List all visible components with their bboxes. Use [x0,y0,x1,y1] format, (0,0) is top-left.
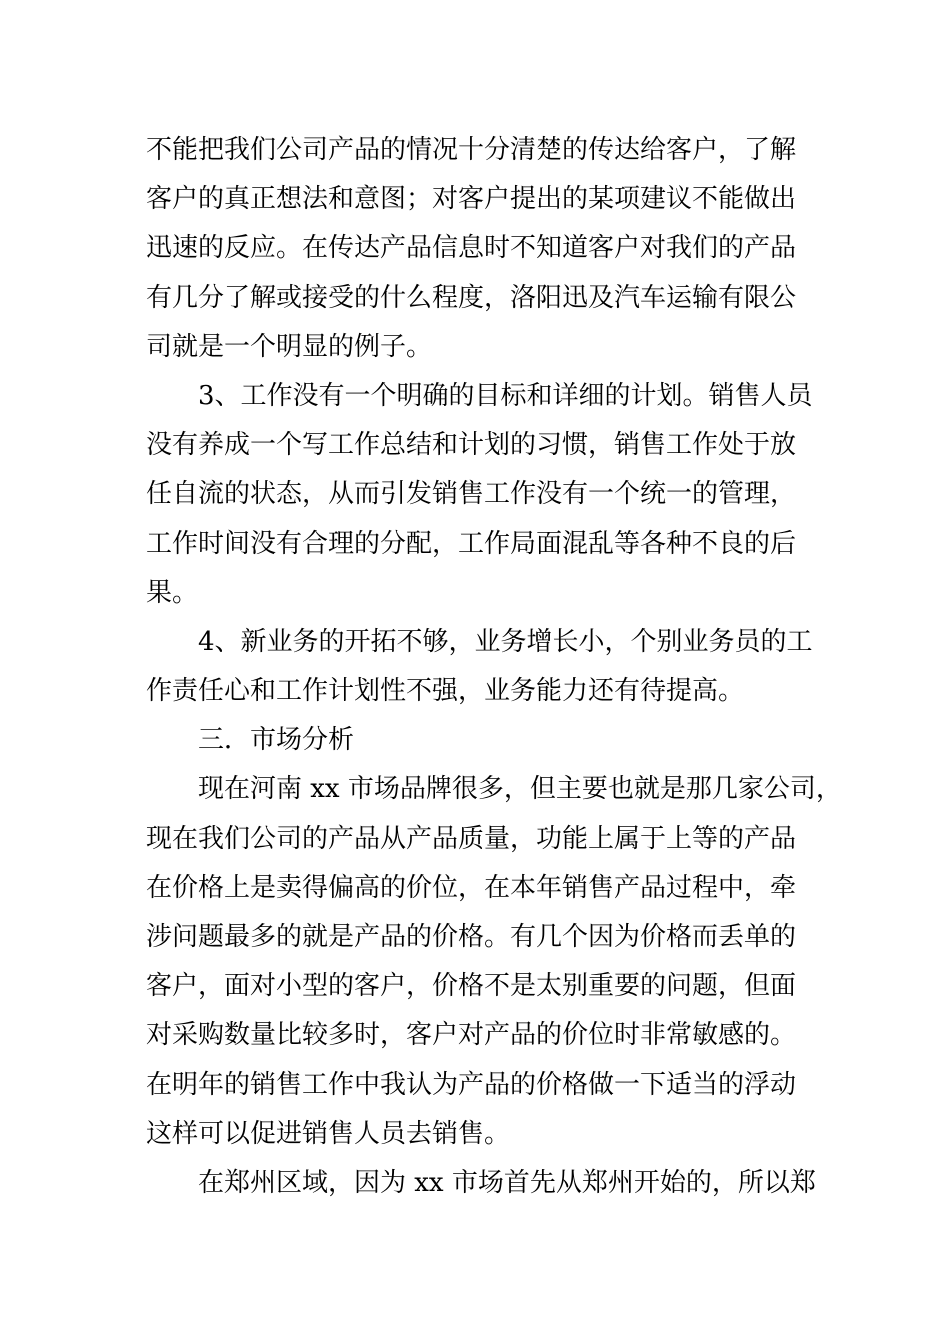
text-line: 果。 [146,577,199,608]
section-heading: 三．市场分析 [198,725,355,756]
text-line: 作责任心和工作计划性不强，业务能力还有待提高。 [146,676,745,707]
text-line: 现在我们公司的产品从产品质量，功能上属于上等的产品 [146,823,797,854]
text-line: 有几分了解或接受的什么程度，洛阳迅及汽车运输有限公 [146,282,797,313]
text-line: 司就是一个明显的例子。 [146,331,433,362]
text-line: 任自流的状态，从而引发销售工作没有一个统一的管理， [146,479,797,510]
text-line: 没有养成一个写工作总结和计划的习惯，销售工作处于放 [146,430,797,461]
text-line: 在郑州区域，因为 xx 市场首先从郑州开始的，所以郑 [198,1167,816,1198]
text-line: 在明年的销售工作中我认为产品的价格做一下适当的浮动 [146,1069,797,1100]
text-line: 这样可以促进销售人员去销售。 [146,1118,511,1149]
text-line: 涉问题最多的就是产品的价格。有几个因为价格而丢单的 [146,922,797,952]
text-line: 4、新业务的开拓不够，业务增长小，个别业务员的工 [198,626,813,657]
text-line: 工作时间没有合理的分配，工作局面混乱等各种不良的后 [146,528,797,559]
text-line: 迅速的反应。在传达产品信息时不知道客户对我们的产品 [146,233,797,264]
text-line: 3、工作没有一个明确的目标和详细的计划。销售人员 [198,380,813,411]
text-line: 在价格上是卖得偏高的价位，在本年销售产品过程中，牵 [146,872,797,903]
document-body [146,126,842,1208]
text-line: 现在河南 xx 市场品牌很多，但主要也就是那几家公司， [198,774,842,805]
text-line: 不能把我们公司产品的情况十分清楚的传达给客户，了解 [146,135,797,165]
text-line: 客户的真正想法和意图；对客户提出的某项建议不能做出 [146,184,797,215]
text-line: 客户，面对小型的客户，价格不是太别重要的问题，但面 [146,971,797,1002]
text-line: 对采购数量比较多时，客户对产品的价位时非常敏感的。 [146,1020,797,1051]
